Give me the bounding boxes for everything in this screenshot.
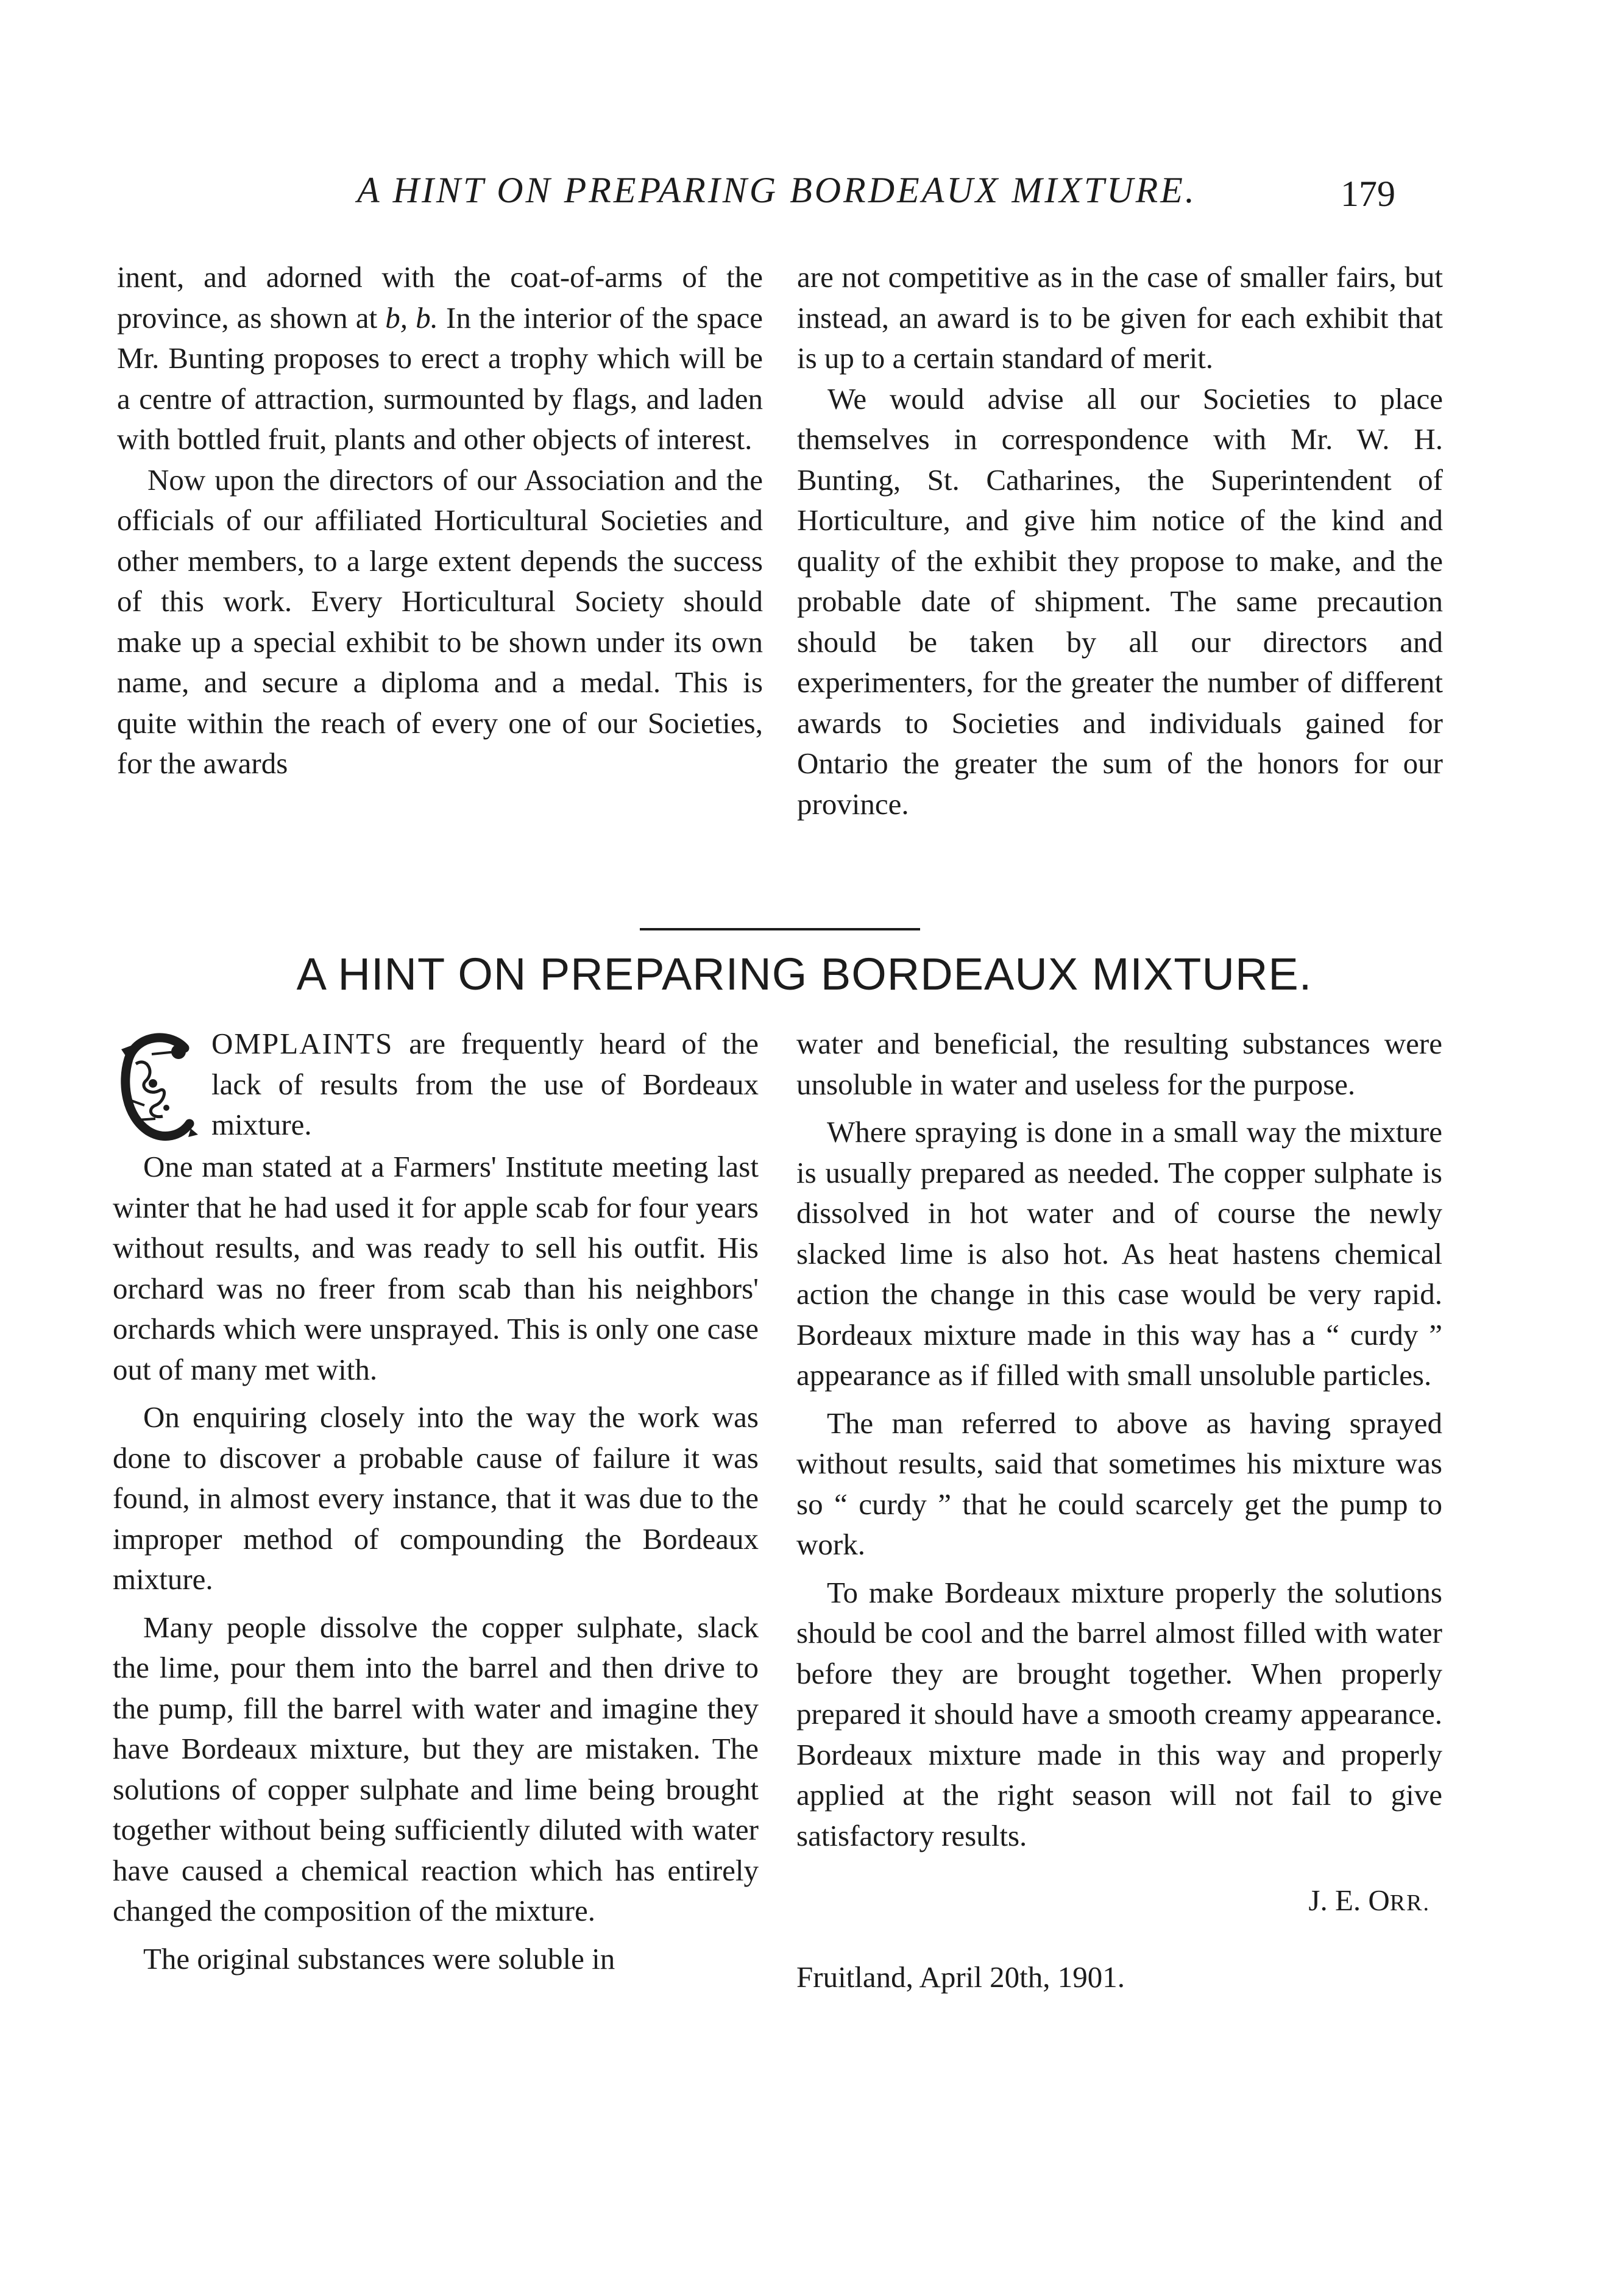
page-number: 179 (1341, 174, 1395, 214)
section-divider (640, 928, 920, 930)
paragraph: The original substances were soluble in (143, 1941, 615, 1975)
paragraph: Many people dissolve the copper sulphate, slack the lime, pour them into the barrel and then drive to the pump, fill the barrel with water and imagine they have Bordeaux mixture, but they are mistaken. The solutions of copper sulphate and lime being brought together without being sufficiently diluted with water have caused a chemical reaction which has entirely changed the composition of the mixture. (113, 1610, 759, 1927)
paragraph: On enquiring closely into the way the work was done to discover a probable cause of failure it was found, in almost every instance, that it was due to the improper method of compounding the Bordeaux mixture. (113, 1400, 759, 1596)
ornamental-drop-cap (113, 1027, 204, 1147)
paragraph: To make Bordeaux mixture properly the solutions should be cool and the barrel almost filled with water before they are brought together. When properly prepared it should have a smooth creamy appearance. Bordeaux mixture made in this way and properly applied at the right season will not fail to give satisfactory results. (796, 1575, 1442, 1852)
author-signature: J. E. ORR. (1308, 1883, 1430, 1917)
paragraph: Now upon the directors of our Association and the officials of our affiliated Horticultural Societies and other members, to a large extent depends the success of this work. Every Horticultural Society should make up a special exhibit to be shown under its own name, and secure a diploma and a medal. This is quite within the reach of every one of our Societies, for the awards (117, 462, 763, 780)
paragraph: Where spraying is done in a small way the mixture is usually prepared as needed. The copper sulphate is dissolved in hot water and of course the newly slacked lime is also hot. As heat hastens chemical action the change in this case would be very rapid. Bordeaux mixture made in this way has a “ curdy ” appearance as if filled with small unsoluble particles. (796, 1115, 1442, 1392)
paragraph: are not competitive as in the case of smaller fairs, but instead, an award is to be given for each exhibit that is up to a certain standard of merit. (797, 260, 1443, 375)
running-head-title: A HINT ON PREPARING BORDEAUX MIXTURE. (357, 170, 1197, 210)
opening-word: OMPLAINTS (211, 1027, 394, 1060)
continued-column-left (117, 257, 763, 784)
article-title: A HINT ON PREPARING BORDEAUX MIXTURE. (296, 949, 1313, 999)
paragraph: inent, and adorned with the coat-of-arms of the province, as shown at b, b. In the interior of the space Mr. Bunting proposes to erect a trophy which will be a centre of attraction, surmounted by flags, and laden with bottled fruit, plants and other objects of interest. (117, 260, 763, 456)
paragraph: OMPLAINTS are frequently heard of the lack of results from the use of Bordeaux mixture. (113, 1024, 759, 1146)
drop-cap-ornament-icon (113, 1027, 204, 1147)
continued-column-right (797, 257, 1443, 824)
paragraph: We would advise all our Societies to place themselves in correspondence with Mr. W. H. Bunting, St. Catharines, the Superintendent of Horticulture, and give him notice of the kind and quality of the exhibit they propose to make, and the probable date of shipment. The same precaution should be taken by all our directors and experimenters, for the greater the number of different awards to Societies and individuals gained for Ontario the greater the sum of the honors for our province. (797, 381, 1443, 821)
paragraph: One man stated at a Farmers' Institute meeting last winter that he had used it for apple scab for four years without results, and was ready to sell his outfit. His orchard was no freer from scab than his neighbors' orchards which were unsprayed. This is only one case out of many met with. (113, 1150, 759, 1386)
article-column-right (796, 1024, 1442, 1997)
figure-reference: b, b. (385, 300, 438, 335)
paragraph: water and beneficial, the resulting substances were unsoluble in water and useless for the purpose. (796, 1027, 1442, 1101)
paragraph: The man referred to above as having sprayed without results, said that sometimes his mixture was so “ curdy ” that he could scarcely get the pump to work. (796, 1406, 1442, 1561)
article-column-left (113, 1024, 759, 1979)
dateline: Fruitland, April 20th, 1901. (796, 1960, 1125, 1994)
